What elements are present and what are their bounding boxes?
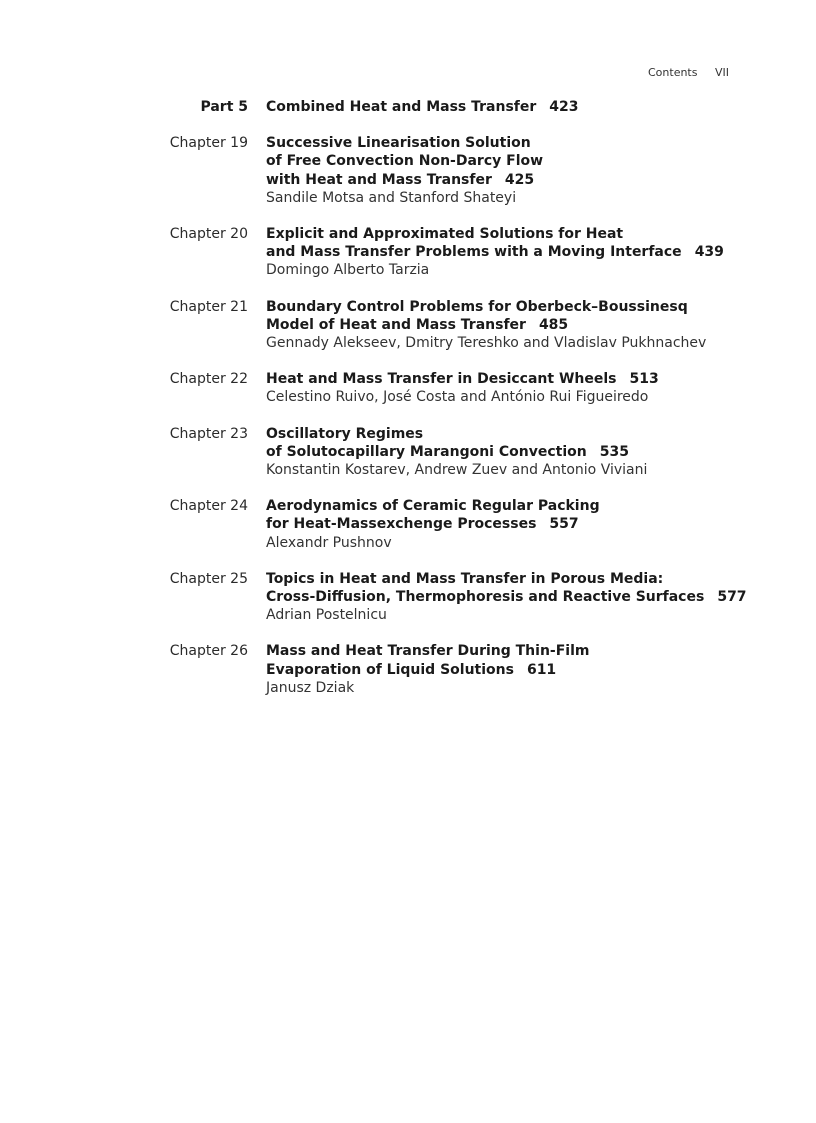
toc-chapter-entry xyxy=(0,497,816,552)
entry-title-line xyxy=(266,134,786,152)
entry-page-number: 611 xyxy=(526,661,557,678)
entry-authors: Sandile Motsa and Stanford Shateyi xyxy=(266,189,517,206)
entry-authors: Alexandr Pushnov xyxy=(266,534,392,551)
chapter-label: Chapter 19 xyxy=(169,135,248,152)
entry-title-line xyxy=(266,443,786,461)
entry-page-number: 425 xyxy=(504,171,535,188)
entry-title-line xyxy=(266,570,786,588)
entry-body xyxy=(266,497,786,552)
entry-page-number: 423 xyxy=(549,99,579,115)
entry-title-line xyxy=(266,515,786,533)
entry-authors: Celestino Ruivo, José Costa and António Rui Figueiredo xyxy=(266,389,649,406)
entry-title-text: and Mass Transfer Problems with a Moving Interface xyxy=(266,244,682,261)
entry-title-line xyxy=(266,425,786,443)
toc-chapter-entry xyxy=(0,370,816,406)
part-label: Part 5 xyxy=(200,99,248,115)
chapter-label: Chapter 25 xyxy=(169,570,248,587)
entry-body xyxy=(266,642,786,697)
entry-title-text: Explicit and Approximated Solutions for Heat xyxy=(266,226,624,243)
entry-body xyxy=(266,425,786,480)
entry-page-number: 557 xyxy=(549,516,579,533)
entry-title-text: for Heat-Massexchenge Processes xyxy=(266,516,537,533)
entry-title-text: of Solutocapillary Marangoni Convection xyxy=(266,443,587,460)
chapter-label: Chapter 20 xyxy=(169,226,248,243)
entry-authors: Gennady Alekseev, Dmitry Tereshko and Vladislav Pukhnachev xyxy=(266,335,707,352)
running-head-page-number: VII xyxy=(714,66,729,79)
entry-title-text: with Heat and Mass Transfer xyxy=(266,171,492,188)
entry-title-line xyxy=(266,225,786,243)
entry-body xyxy=(266,570,786,625)
entry-authors: Adrian Postelnicu xyxy=(266,607,387,624)
toc-chapter-entry xyxy=(0,642,816,697)
table-of-contents xyxy=(0,98,816,715)
entry-body xyxy=(266,298,786,353)
entry-authors: Konstantin Kostarev, Andrew Zuev and Antonio Viviani xyxy=(266,462,648,479)
running-head-section: Contents xyxy=(648,66,698,79)
entry-page-number: 439 xyxy=(694,244,724,261)
chapter-label: Chapter 24 xyxy=(169,498,248,515)
entry-title-text: Evaporation of Liquid Solutions xyxy=(266,661,514,678)
entry-title-line xyxy=(266,171,786,189)
entry-title-text: Model of Heat and Mass Transfer xyxy=(266,316,526,333)
entry-body xyxy=(266,134,786,207)
chapter-label: Chapter 23 xyxy=(169,425,248,442)
entry-page-number: 513 xyxy=(629,371,659,388)
entry-title-text: Topics in Heat and Mass Transfer in Porous Media: xyxy=(266,570,664,587)
entry-title-line xyxy=(266,98,786,116)
entry-title-line xyxy=(266,152,786,170)
entry-title-text: Combined Heat and Mass Transfer xyxy=(266,99,537,115)
toc-chapter-entry xyxy=(0,134,816,207)
toc-chapter-entry xyxy=(0,425,816,480)
entry-body xyxy=(266,98,786,116)
chapter-label: Chapter 21 xyxy=(169,298,248,315)
chapter-label: Chapter 26 xyxy=(169,643,248,660)
entry-page-number: 485 xyxy=(538,316,569,333)
entry-title-text: Aerodynamics of Ceramic Regular Packing xyxy=(266,498,600,515)
running-head xyxy=(648,66,729,79)
entry-title-text: Boundary Control Problems for Oberbeck–Boussinesq xyxy=(266,298,688,315)
entry-title-line xyxy=(266,316,786,334)
entry-authors: Domingo Alberto Tarzia xyxy=(266,262,430,279)
entry-authors: Janusz Dziak xyxy=(266,679,355,696)
entry-title-line xyxy=(266,497,786,515)
toc-chapter-entry xyxy=(0,298,816,353)
entry-title-text: of Free Convection Non-Darcy Flow xyxy=(266,153,544,170)
entry-body xyxy=(266,370,786,406)
entry-title-line xyxy=(266,661,786,679)
toc-part-entry xyxy=(0,98,816,116)
entry-body xyxy=(266,225,786,280)
entry-page-number: 577 xyxy=(717,589,747,606)
entry-title-text: Mass and Heat Transfer During Thin-Film xyxy=(266,643,590,660)
entry-title-text: Successive Linearisation Solution xyxy=(266,135,531,152)
entry-title-line xyxy=(266,298,786,316)
entry-title-line xyxy=(266,588,786,606)
entry-title-line xyxy=(266,642,786,660)
entry-title-line xyxy=(266,243,786,261)
entry-title-text: Oscillatory Regimes xyxy=(266,425,424,442)
chapter-label: Chapter 22 xyxy=(169,371,248,388)
entry-title-text: Cross-Diffusion, Thermophoresis and Reactive Surfaces xyxy=(266,589,705,606)
entry-title-text: Heat and Mass Transfer in Desiccant Wheels xyxy=(266,371,617,388)
entry-title-line xyxy=(266,370,786,388)
toc-chapter-entry xyxy=(0,570,816,625)
entry-page-number: 535 xyxy=(599,443,629,460)
toc-chapter-entry xyxy=(0,225,816,280)
